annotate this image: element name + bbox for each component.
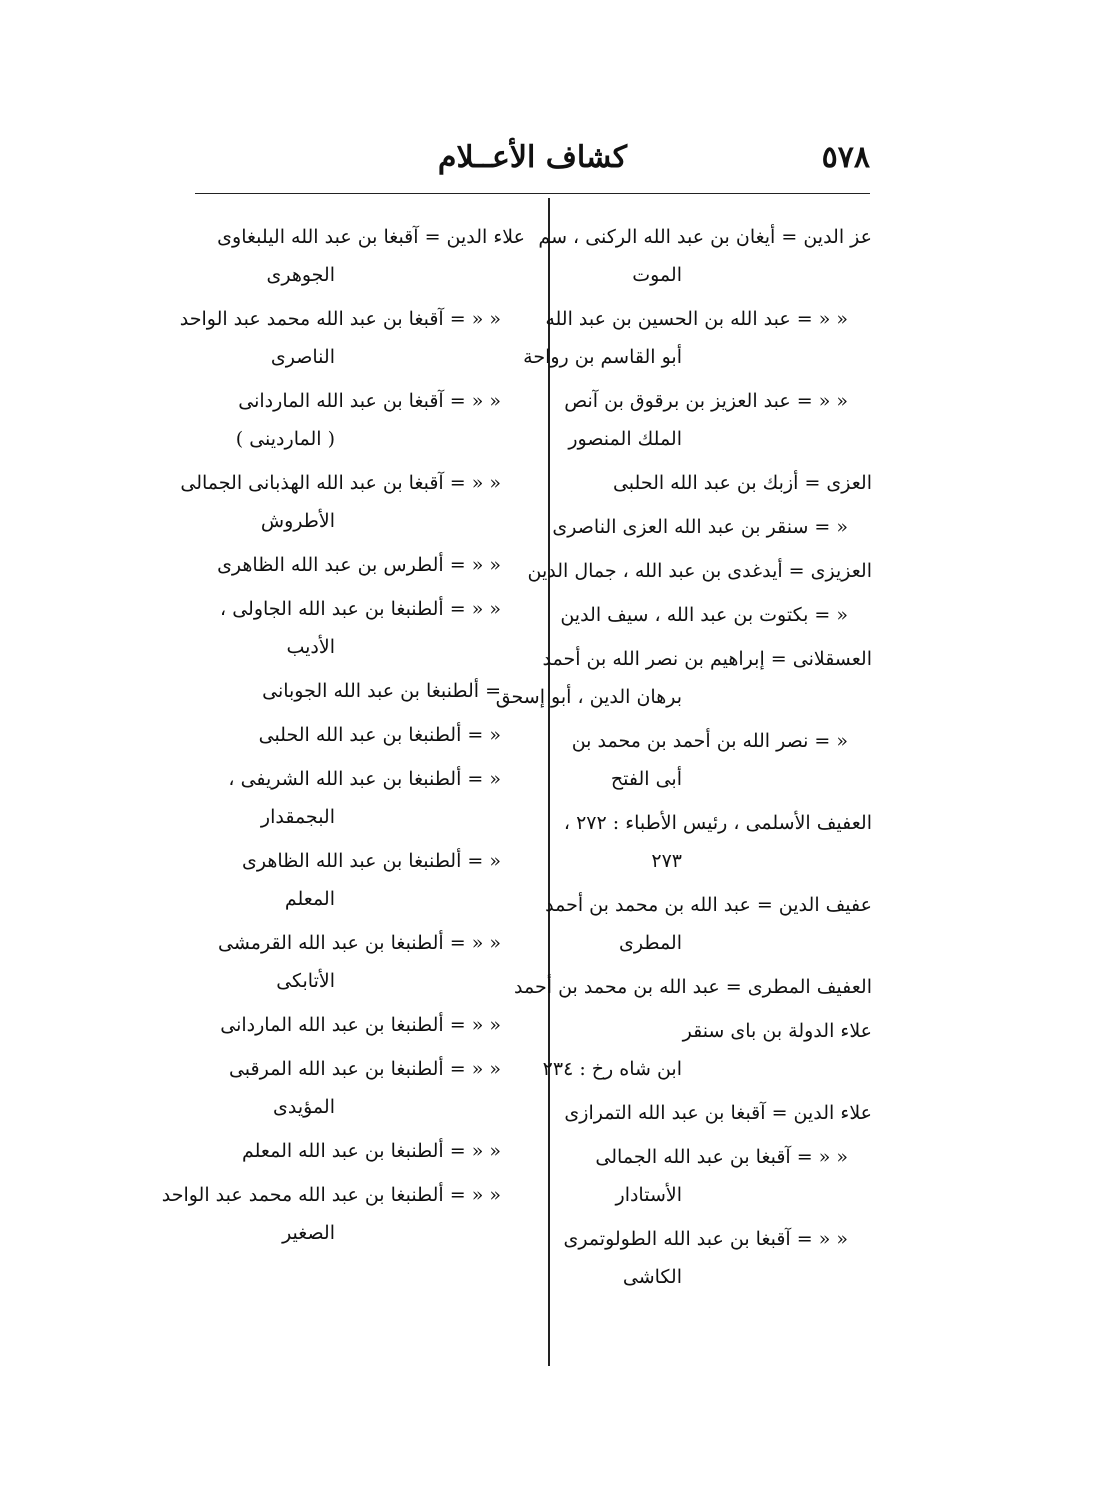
entry-continuation: ٢٧٣ bbox=[651, 850, 682, 872]
page-header bbox=[195, 140, 870, 190]
header-rule bbox=[195, 193, 870, 194]
entry-continuation: الأطروش bbox=[260, 510, 335, 532]
entry-text: علاء الدين = آقبغا بن عبد الله اليلبغاوى bbox=[217, 226, 525, 248]
entry-text: « « = ألطنبغا بن عبد الله الجاولى ، bbox=[220, 598, 501, 620]
index-entry bbox=[205, 1006, 525, 1044]
entry-text: العفيف المطرى = عبد الله بن محمد بن أحمد bbox=[514, 976, 872, 998]
entry-text: العزى = أزبك بن عبد الله الحلبى bbox=[612, 472, 872, 494]
entry-continuation: الأديب bbox=[286, 636, 335, 658]
index-entry bbox=[180, 464, 525, 540]
index-entry bbox=[205, 1050, 525, 1126]
index-entry bbox=[205, 672, 525, 710]
entry-text: عفيف الدين = عبد الله بن محمد بن أحمد bbox=[545, 894, 872, 916]
index-entry bbox=[562, 464, 872, 502]
entry-text: « = نصر الله بن أحمد بن محمد بن bbox=[571, 730, 848, 752]
index-entry bbox=[205, 546, 525, 584]
page-number: ٥٧٨ bbox=[821, 140, 870, 175]
index-entry bbox=[205, 218, 525, 294]
entry-text: « = ألطنبغا بن عبد الله الحلبى bbox=[258, 724, 501, 746]
entry-text: « = بكتوت بن عبد الله ، سيف الدين bbox=[560, 604, 848, 626]
entry-text: « « = آقبغا بن عبد الله الطولوتمرى bbox=[563, 1228, 848, 1250]
entry-text: « = ألطنبغا بن عبد الله الظاهرى bbox=[241, 850, 501, 872]
entry-continuation: الموت bbox=[632, 264, 682, 286]
running-title: كشاف الأعــلام bbox=[437, 140, 628, 175]
entry-text: العزيزى = أيدغدى بن عبد الله ، جمال الدين bbox=[527, 560, 872, 582]
entry-continuation: الصغير bbox=[282, 1222, 335, 1244]
entry-text: « « = آقبغا بن عبد الله الجمالى bbox=[595, 1146, 848, 1168]
entry-text: « « = عبد العزيز بن برقوق بن آنص bbox=[564, 390, 848, 412]
entry-continuation: الناصرى bbox=[270, 346, 335, 368]
index-entry bbox=[179, 300, 525, 376]
entry-continuation: ( الماردينى ) bbox=[235, 428, 335, 450]
entry-continuation: أبو القاسم بن رواحة bbox=[523, 346, 682, 368]
entry-text: « « = عبد الله بن الحسين بن عبد الله bbox=[545, 308, 848, 330]
entry-text: علاء الدولة بن باى سنقر bbox=[682, 1020, 872, 1042]
index-entry bbox=[562, 596, 872, 634]
index-entry bbox=[562, 1094, 872, 1132]
entry-continuation: أبى الفتح bbox=[610, 768, 682, 790]
entry-continuation: الأتابكى bbox=[276, 970, 335, 992]
index-entry bbox=[161, 1176, 525, 1252]
index-entry bbox=[545, 886, 872, 962]
entry-text: « « = ألطنبغا بن عبد الله المرقبى bbox=[228, 1058, 501, 1080]
index-column-right bbox=[495, 218, 872, 1302]
entry-text: « « = آقبغا بن عبد الله محمد عبد الواحد bbox=[179, 308, 501, 330]
index-entry bbox=[205, 590, 525, 666]
entry-continuation: برهان الدين ، أبو إسحق bbox=[495, 686, 682, 708]
index-entry bbox=[562, 382, 872, 458]
index-entry bbox=[205, 924, 525, 1000]
index-entry bbox=[562, 1138, 872, 1214]
index-entry bbox=[205, 716, 525, 754]
index-entry bbox=[514, 968, 872, 1006]
index-entry bbox=[205, 382, 525, 458]
index-entry bbox=[552, 508, 872, 546]
index-entry bbox=[205, 1132, 525, 1170]
index-entry bbox=[562, 804, 872, 880]
entry-text: « « = ألطنبغا بن عبد الله محمد عبد الواحد bbox=[161, 1184, 501, 1206]
entry-text: « = ألطنبغا بن عبد الله الشريفى ، bbox=[228, 768, 501, 790]
index-entry bbox=[523, 300, 872, 376]
index-entry bbox=[205, 760, 525, 836]
entry-continuation: ابن شاه رخ : ٢٣٤ bbox=[542, 1058, 682, 1080]
entry-text: « « = ألطنبغا بن عبد الله المعلم bbox=[241, 1140, 501, 1162]
entry-text: العفيف الأسلمى ، رئيس الأطباء : ٢٧٢ ، bbox=[563, 812, 872, 834]
entry-continuation: الملك المنصور bbox=[568, 428, 682, 450]
index-entry bbox=[562, 722, 872, 798]
entry-continuation: المطرى bbox=[619, 932, 682, 954]
entry-text: « « = آقبغا بن عبد الله الهذبانى الجمالى bbox=[180, 472, 501, 494]
entry-continuation: الأستادار bbox=[615, 1184, 682, 1206]
index-entry bbox=[562, 1220, 872, 1296]
index-entry bbox=[538, 218, 872, 294]
entry-continuation: المؤيدى bbox=[272, 1096, 335, 1118]
entry-text: عز الدين = أيغان بن عبد الله الركنى ، سم bbox=[538, 226, 872, 248]
entry-text: « « = ألطنبغا بن عبد الله الماردانى bbox=[220, 1014, 501, 1036]
entry-text: « « = ألطنبغا بن عبد الله القرمشى bbox=[218, 932, 501, 954]
index-entry bbox=[527, 552, 872, 590]
entry-text: العسقلانى = إبراهيم بن نصر الله بن أحمد bbox=[542, 648, 872, 670]
entry-text: « « = ألطرس بن عبد الله الظاهرى bbox=[217, 554, 501, 576]
entry-text: = ألطنبغا بن عبد الله الجوبانى bbox=[262, 680, 501, 702]
index-entry bbox=[542, 1012, 872, 1088]
entry-continuation: البجمقدار bbox=[260, 806, 335, 828]
entry-text: علاء الدين = آقبغا بن عبد الله التمرازى bbox=[564, 1102, 872, 1124]
entry-continuation: المعلم bbox=[284, 888, 335, 910]
index-entry bbox=[205, 842, 525, 918]
index-entry bbox=[495, 640, 872, 716]
entry-text: « « = آقبغا بن عبد الله الماردانى bbox=[238, 390, 501, 412]
entry-continuation: الكاشى bbox=[622, 1266, 682, 1288]
entry-continuation: الجوهرى bbox=[266, 264, 335, 286]
index-column-left bbox=[161, 218, 525, 1258]
entry-text: « = سنقر بن عبد الله العزى الناصرى bbox=[552, 516, 848, 538]
